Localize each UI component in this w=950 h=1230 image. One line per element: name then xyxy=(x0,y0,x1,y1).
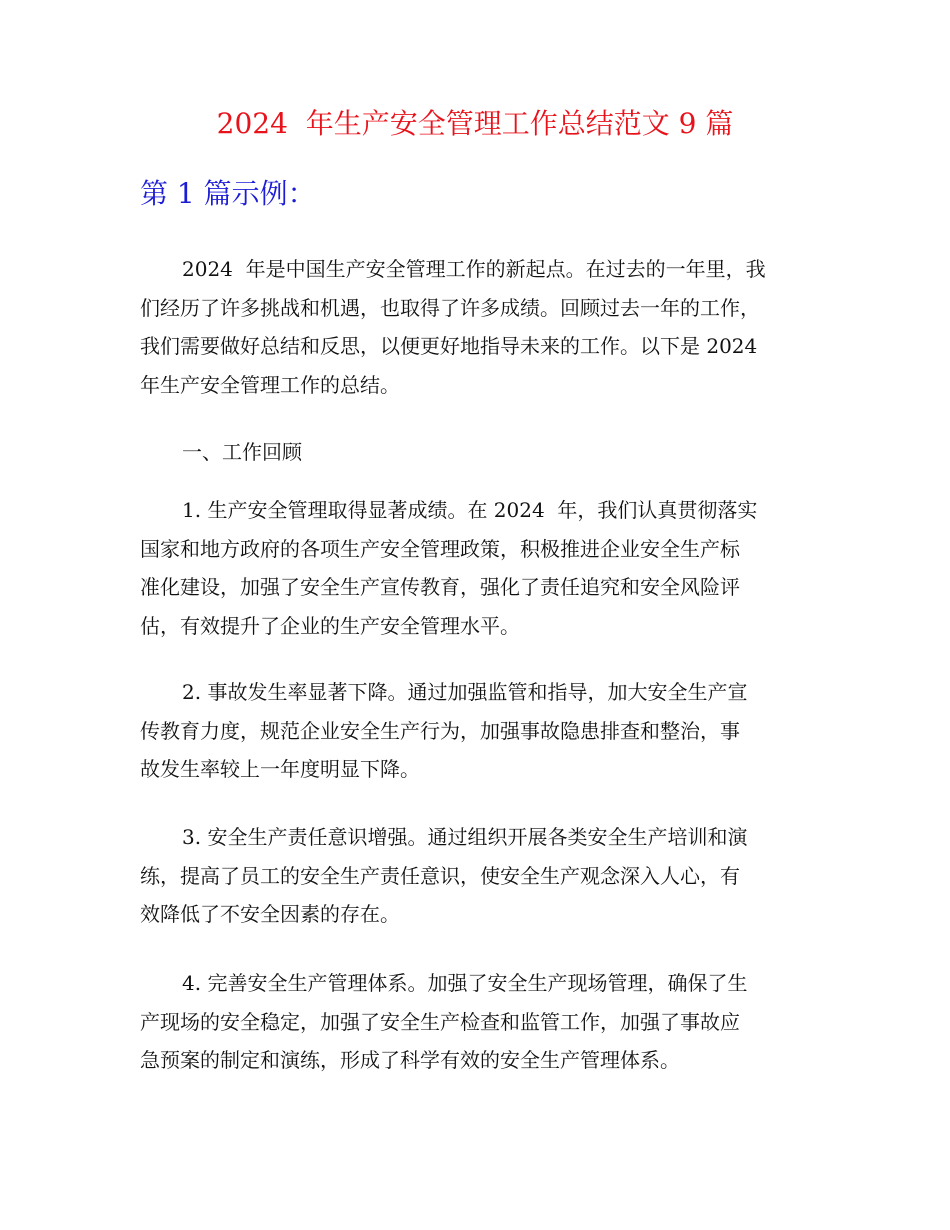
paragraph-line: 急预案的制定和演练，形成了科学有效的安全生产管理体系。 xyxy=(140,1048,680,1072)
paragraph-line: 2. 事故发生率显著下降。通过加强监管和指导，加大安全生产宣 xyxy=(182,680,748,704)
review-item-3 xyxy=(140,818,840,934)
paragraph-line: 国家和地方政府的各项生产安全管理政策，积极推进企业安全生产标 xyxy=(140,536,740,561)
paragraph-line: 产现场的安全稳定，加强了安全生产检查和监管工作，加强了事故应 xyxy=(140,1009,740,1034)
section-heading: 第 1 篇示例： xyxy=(140,177,316,210)
document-title: 2024 年生产安全管理工作总结范文 9 篇 xyxy=(216,107,734,140)
review-item-4 xyxy=(140,964,840,1080)
subsection-heading xyxy=(140,433,840,472)
intro-paragraph xyxy=(140,250,840,404)
paragraph-line: 年生产安全管理工作的总结。 xyxy=(140,372,400,397)
paragraph-line: 我们需要做好总结和反思，以便更好地指导未来的工作。以下是 2024 xyxy=(140,334,758,358)
review-item-2 xyxy=(140,673,840,789)
paragraph-line: 传教育力度，规范企业安全生产行为，加强事故隐患排查和整治，事 xyxy=(140,718,740,743)
paragraph-line: 效降低了不安全因素的存在。 xyxy=(140,902,400,926)
paragraph-line: 准化建设，加强了安全生产宣传教育，强化了责任追究和安全风险评 xyxy=(140,575,740,599)
paragraph-line: 一、工作回顾 xyxy=(182,440,302,464)
paragraph-line: 1. 生产安全管理取得显著成绩。在 2024 年，我们认真贯彻落实 xyxy=(182,498,758,522)
paragraph-line: 故发生率较上一年度明显下降。 xyxy=(140,757,420,781)
paragraph-line: 2024 年是中国生产安全管理工作的新起点。在过去的一年里，我 xyxy=(182,257,766,281)
paragraph-line: 们经历了许多挑战和机遇，也取得了许多成绩。回顾过去一年的工作， xyxy=(140,295,760,320)
paragraph-line: 4. 完善安全生产管理体系。加强了安全生产现场管理，确保了生 xyxy=(182,971,748,995)
review-item-1 xyxy=(140,491,840,645)
paragraph-line: 估，有效提升了企业的生产安全管理水平。 xyxy=(140,613,520,638)
paragraph-line: 练，提高了员工的安全生产责任意识，使安全生产观念深入人心，有 xyxy=(140,863,740,888)
paragraph-line: 3. 安全生产责任意识增强。通过组织开展各类安全生产培训和演 xyxy=(182,825,748,849)
